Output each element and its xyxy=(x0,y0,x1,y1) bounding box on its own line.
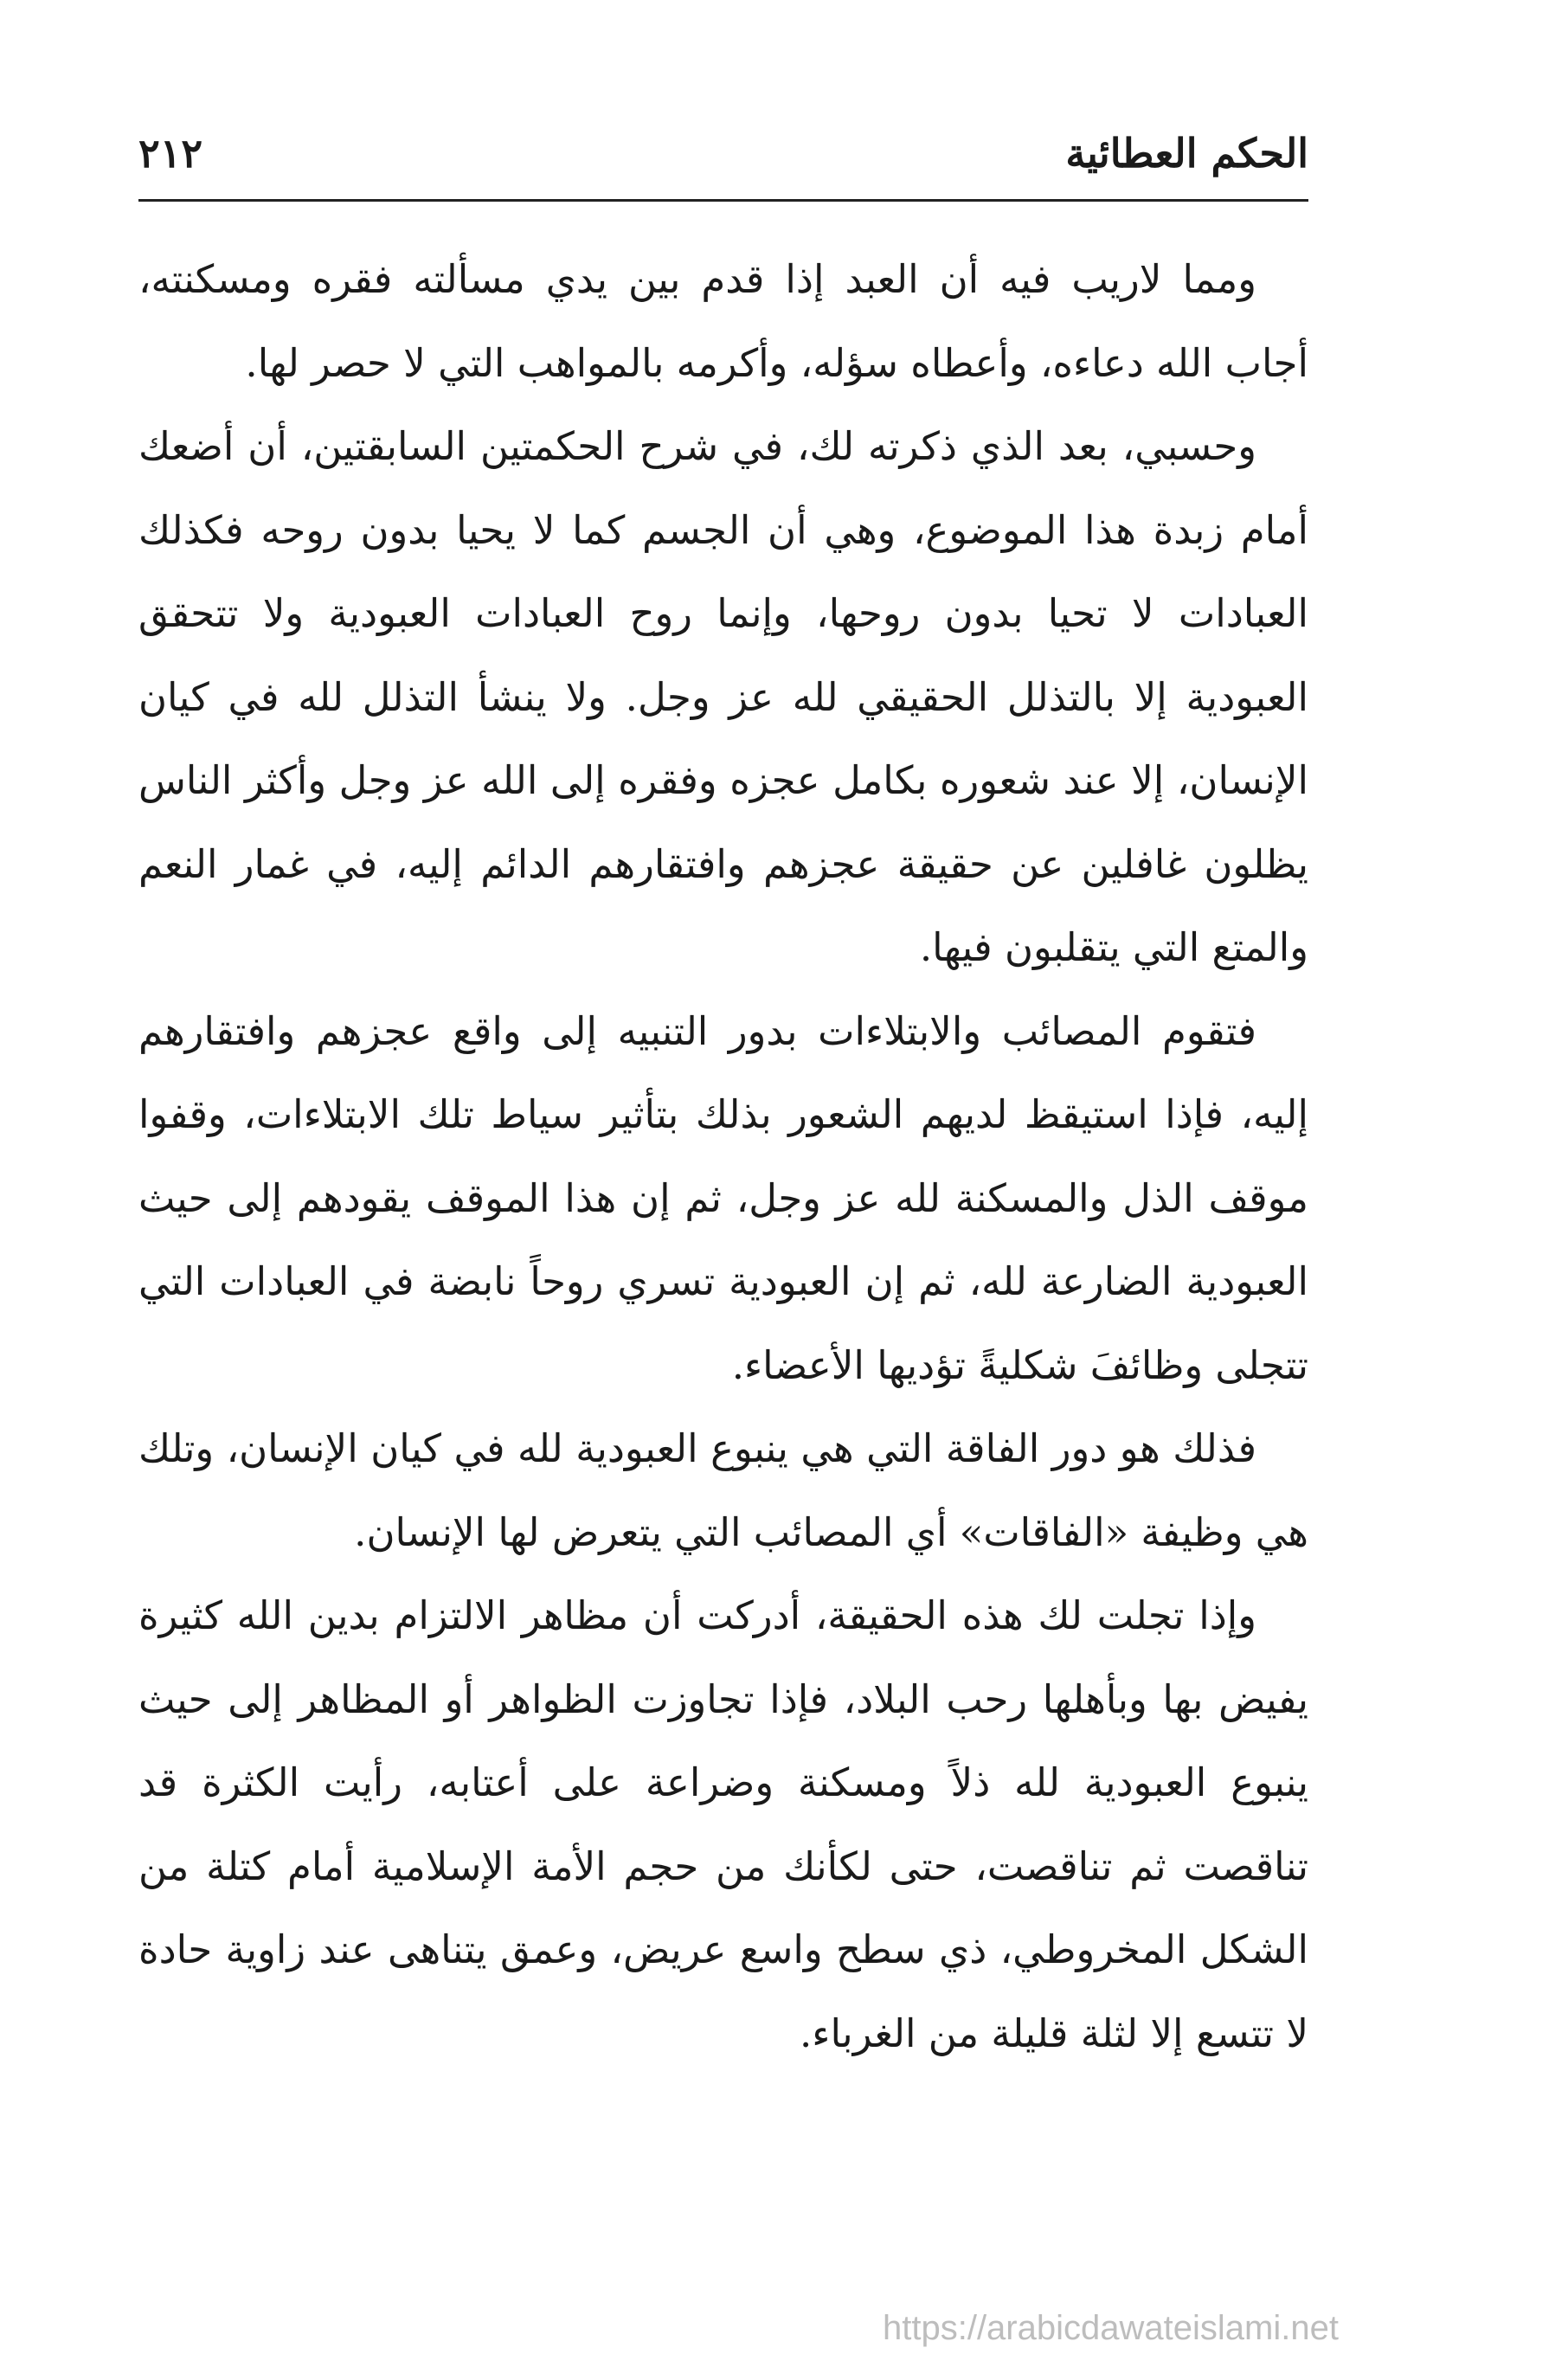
paragraph: ومما لاريب فيه أن العبد إذا قدم بين يدي مسألته فقره ومسكنته، أجاب الله دعاءه، وأعطاه سؤله، وأكرمه بالمواهب التي لا حصر لها. xyxy=(138,256,1308,386)
page-body xyxy=(138,238,1308,2075)
paragraph: فذلك هو دور الفاقة التي هي ينبوع العبودية لله في كيان الإنسان، وتلك هي وظيفة «الفاقات» أي المصائب التي يتعرض لها الإنسان. xyxy=(138,1425,1308,1555)
page-number: ٢١٢ xyxy=(138,130,203,177)
watermark: https://arabicdawateislami.net xyxy=(883,2309,1339,2347)
paragraph: وحسبي، بعد الذي ذكرته لك، في شرح الحكمتين السابقتين، أن أضعك أمام زبدة هذا الموضوع، وهي أن الجسم كما لا يحيا بدون روحه فكذلك العبادات لا تحيا بدون روحها، وإنما روح العبادات العبودية ولا تتحقق العبودية إلا بالتذلل الحقيقي لله عز وجل. ولا ينشأ التذلل لله في كيان الإنسان، إلا عند شعوره بكامل عجزه وفقره إلى الله عز وجل وأكثر الناس يظلون غافلين عن حقيقة عجزهم وافتقارهم الدائم إليه، في غمار النعم والمتع التي يتقلبون فيها. xyxy=(138,423,1309,970)
page-header xyxy=(138,130,1308,208)
paragraph: فتقوم المصائب والابتلاءات بدور التنبيه إلى واقع عجزهم وافتقارهم إليه، فإذا استيقظ لديهم الشعور بذلك بتأثير سياط تلك الابتلاءات، وقفوا موقف الذل والمسكنة لله عز وجل، ثم إن هذا الموقف يقودهم إلى حيث العبودية الضارعة لله، ثم إن العبودية تسري روحاً نابضة في العبادات التي تتجلى وظائفَ شكليةً تؤديها الأعضاء. xyxy=(138,1007,1308,1388)
paragraph: وإذا تجلت لك هذه الحقيقة، أدركت أن مظاهر الالتزام بدين الله كثيرة يفيض بها وبأهلها رحب البلاد، فإذا تجاوزت الظواهر أو المظاهر إلى حيث ينبوع العبودية لله ذلاً ومسكنة وضراعة على أعتابه، رأيت الكثرة قد تناقصت ثم تناقصت، حتى لكأنك من حجم الأمة الإسلامية أمام كتلة من الشكل المخروطي، ذي سطح واسع عريض، وعمق يتناهى عند زاوية حادة لا تتسع إلا لثلة قليلة من الغرباء. xyxy=(138,1592,1308,2056)
header-rule xyxy=(138,199,1308,202)
running-title: الحكم العطائية xyxy=(1065,130,1308,177)
